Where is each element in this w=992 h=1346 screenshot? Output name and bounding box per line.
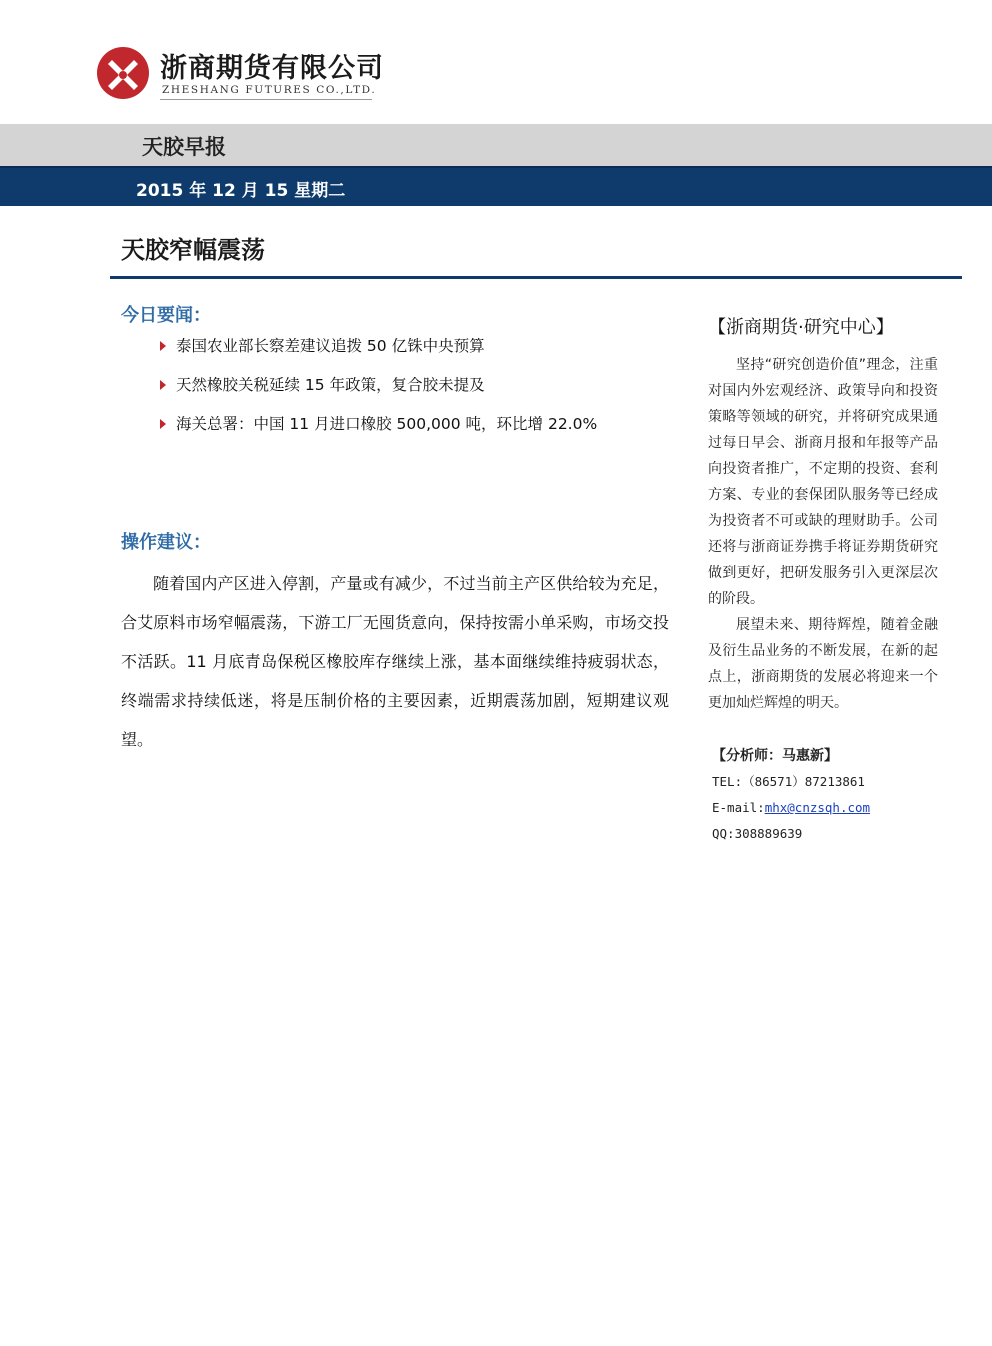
analyst-contact [712,745,942,849]
analyst-qq [712,823,942,849]
report-date: 2015 年 12 月 15 星期二 [136,181,346,201]
logo-divider [160,99,372,100]
company-logo-icon [96,46,150,100]
research-center-paragraph: 展望未来、期待辉煌，随着金融及衍生品业务的不断发展，在新的起点上，浙商期货的发展必将迎来一个更加灿烂辉煌的明天。 [708,617,938,711]
research-center-body [708,352,938,716]
research-center-paragraph: 坚持“研究创造价值”理念，注重对国内外宏观经济、政策导向和投资策略等领域的研究，并将研究成果通过每日早会、浙商月报和年报等产品向投资者推广，不定期的投资、套利方案、专业的套保团队服务等已经成为投资者不可或缺的理财助手。公司还将与浙商证券携手将证券期货研究做到更好，把研发服务引入更深层次的阶段。 [708,357,938,607]
report-name: 天胶早报 [142,135,226,159]
advice-section-title: 操作建议： [121,532,211,553]
bullet-arrow-icon [160,341,166,351]
research-center-title: 【浙商期货·研究中心】 [708,317,894,338]
advice-body: 随着国内产区进入停割，产量或有减少，不过当前主产区供给较为充足，合艾原料市场窄幅震荡，下游工厂无囤货意向，保持按需小单采购，市场交投不活跃。11 月底青岛保税区橡胶库存继续上涨，基本面继续维持疲弱状态，终端需求持续低迷，将是压制价格的主要因素，近期震荡加剧，短期建议观望。 [121,574,669,749]
news-item-text: 泰国农业部长察差建议追拨 50 亿铢中央预算 [176,337,485,355]
date-band [0,166,992,206]
qq-label: QQ: [712,826,735,841]
news-item-text: 海关总署：中国 11 月进口橡胶 500,000 吨，环比增 22.0% [176,415,598,433]
news-section-title: 今日要闻： [121,305,211,326]
company-name-en: ZHESHANG FUTURES CO.,LTD. [162,84,377,96]
analyst-email [712,797,942,823]
qq-value: 308889639 [734,826,803,841]
tel-label: TEL: [712,774,743,789]
report-name-band [0,124,992,166]
headline-divider [110,276,962,279]
email-label: E-mail: [712,800,765,815]
tel-value: （86571）87213861 [742,774,865,789]
email-link[interactable]: mhx@cnzsqh.com [764,800,871,815]
bullet-arrow-icon [160,380,166,390]
analyst-title: 【分析师：马惠新】 [712,748,838,764]
company-logo [96,44,386,104]
analyst-tel [712,771,942,797]
company-name-cn: 浙商期货有限公司 [160,53,384,84]
headline: 天胶窄幅震荡 [121,236,265,264]
bullet-arrow-icon [160,419,166,429]
news-item-text: 天然橡胶关税延续 15 年政策，复合胶未提及 [176,376,485,394]
